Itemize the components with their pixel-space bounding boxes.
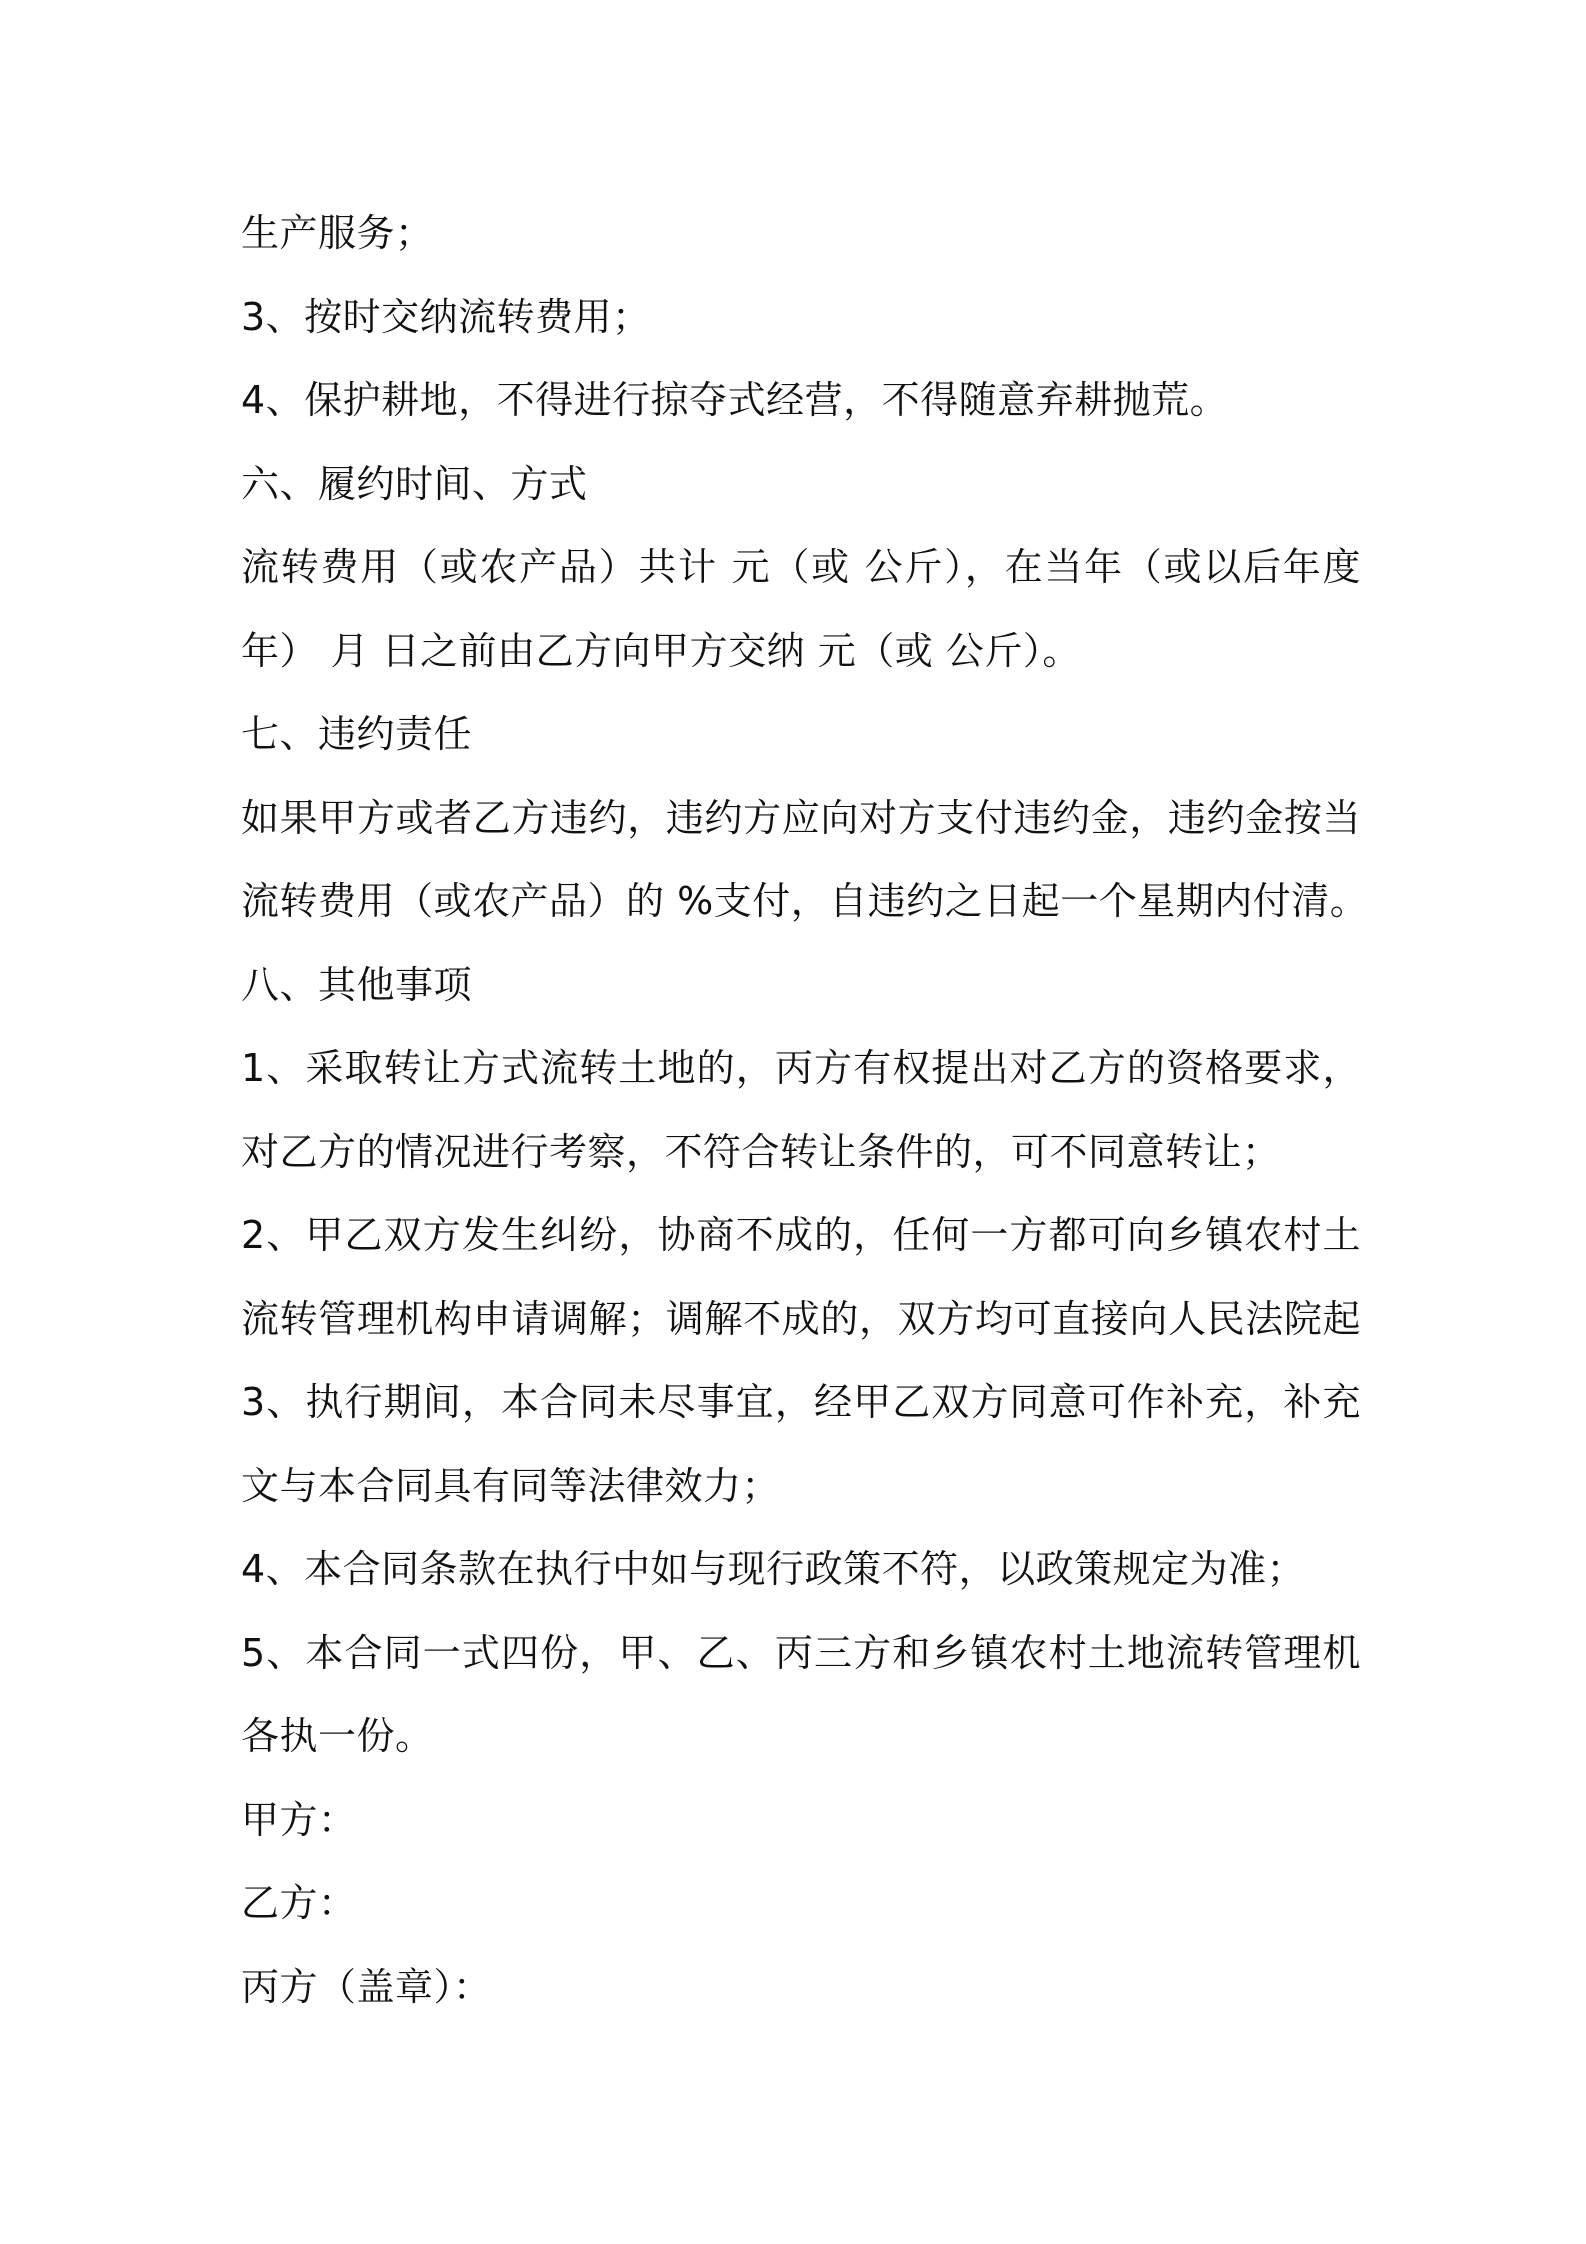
list-item: 1、采取转让方式流转土地的，丙方有权提出对乙方的资格要求， bbox=[241, 1046, 1361, 1090]
text-line: 流转管理机构申请调解；调解不成的，双方均可直接向人民法院起 bbox=[241, 1296, 1361, 1341]
list-item: 4、本合同条款在执行中如与现行政策不符，以政策规定为准； bbox=[241, 1547, 1306, 1591]
document-body bbox=[241, 192, 1369, 2029]
list-item: 5、本合同一式四份，甲、乙、丙三方和乡镇农村土地流转管理机 bbox=[241, 1630, 1361, 1675]
text-line: 如果甲方或者乙方违约，违约方应向对方支付违约金，违约金按当 bbox=[241, 795, 1361, 840]
signature-party-a: 甲方： bbox=[241, 1797, 357, 1842]
text-line: 年） 月 日之前由乙方向甲方交纳 元（或 公斤）。 bbox=[241, 628, 1081, 673]
list-item: 2、甲乙双方发生纠纷，协商不成的，任何一方都可向乡镇农村土 bbox=[241, 1213, 1361, 1257]
text-line: 对乙方的情况进行考察，不符合转让条件的，可不同意转让； bbox=[241, 1129, 1281, 1174]
signature-party-b: 乙方： bbox=[241, 1881, 357, 1925]
list-item: 3、执行期间，本合同未尽事宜，经甲乙双方同意可作补充，补充 bbox=[241, 1380, 1361, 1424]
text-line: 文与本合同具有同等法律效力； bbox=[241, 1463, 781, 1508]
section-heading: 八、其他事项 bbox=[241, 962, 473, 1007]
text-line: 各执一份。 bbox=[241, 1714, 434, 1758]
section-heading: 六、履约时间、方式 bbox=[241, 461, 588, 506]
text-line: 流转费用（或农产品）的 %支付，自违约之日起一个星期内付清。 bbox=[241, 879, 1369, 923]
text-line: 流转费用（或农产品）共计 元（或 公斤），在当年（或以后年度 bbox=[241, 545, 1361, 589]
list-item: 3、按时交纳流转费用； bbox=[241, 294, 651, 339]
section-heading: 七、违约责任 bbox=[241, 712, 473, 756]
signature-party-c: 丙方（盖章）： bbox=[241, 1964, 492, 2009]
text-line: 生产服务； bbox=[241, 211, 434, 255]
list-item: 4、保护耕地，不得进行掠夺式经营，不得随意弃耕抛荒。 bbox=[241, 378, 1229, 422]
